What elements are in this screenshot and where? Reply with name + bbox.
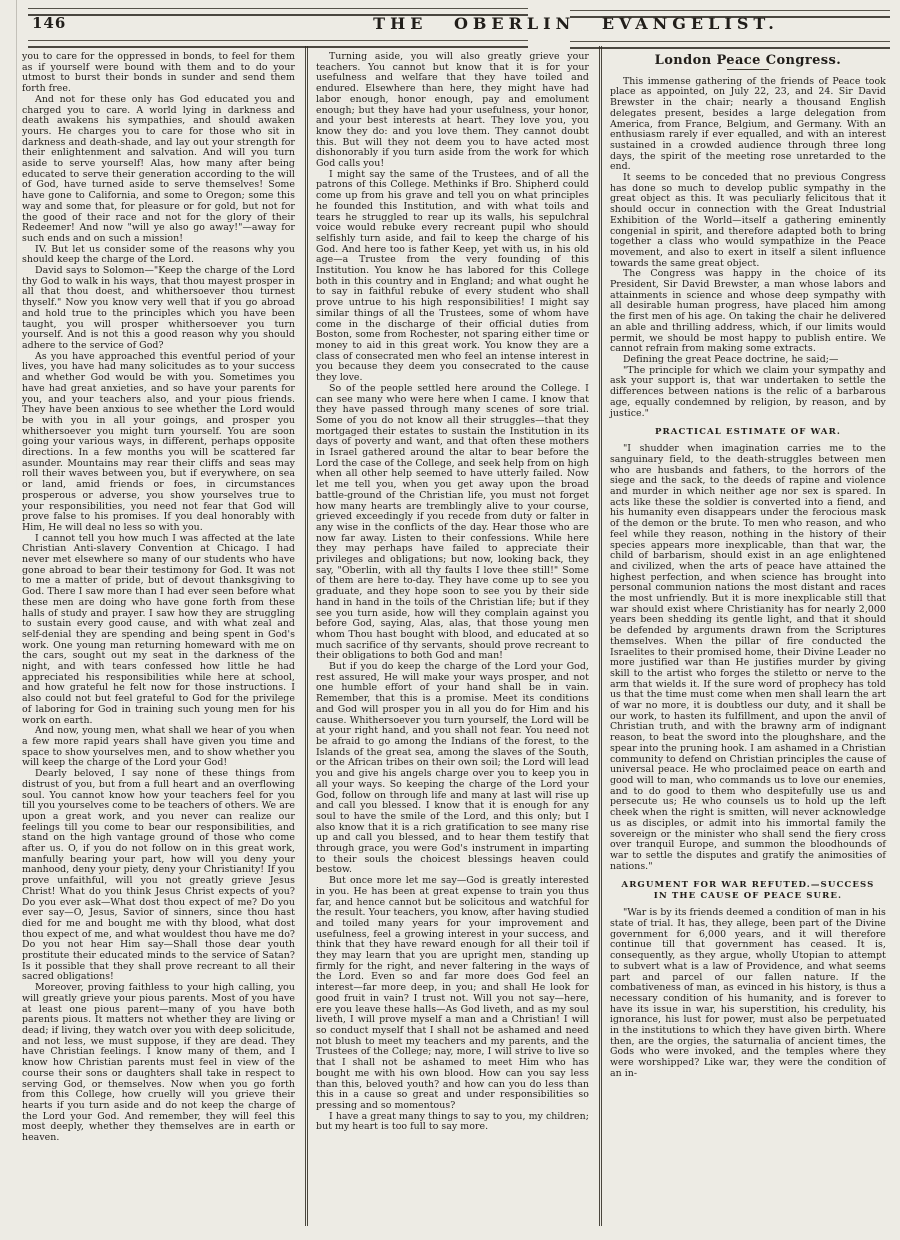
paragraph: It seems to be conceded that no previous Congress has done so much to develop public sympathy in the great object as this. It was peculiarly felicitous that it should occur in connection with the Great Industrial Exhibition of the World—itself a gathering eminently congenial in spirit, and therefore adapted both to bring together a class who would sympathize in the Peace movement, and also to exert in itself a silent influence towards the same great object. <box>609 172 886 269</box>
paragraph: Defining the great Peace doctrine, he said;— <box>622 353 839 365</box>
header-rule <box>28 40 528 48</box>
paragraph: But once more let me say—God is greatly interested in you. He has been at great expense to train you thus far, and hence cannot but be solicitous and watchful for the result. Your teachers, you know, after having studied and toiled many years for your improvement and usefulness, feel a growing interest in your success, and think that they have reward enough for all their toil if they may learn that you are upright men, standing up firmly for the right, and never faltering in the ways of the Lord. Even so and far more does God feel an interest—far more deep, in you; and shall He look for good fruit in vain? I trust not. Will you not say—here, ere you leave these halls—As God liveth, and as my soul liveth, I will prove myself a man and a Christian! I will so conduct myself that I shall not be ashamed and need not blush to meet my teachers and my parents, and the Trustees of the College; nay, more, I will strive to live so that I shall not be ashamed to meet Him who has bought me with his own blood. How can you say less than this, beloved youth? and how can you do less than this in a cause so great and under responsibilities so pressing and so momentous? <box>315 875 589 1111</box>
paragraph: you to care for the oppressed in bonds, to feel for them as if yourself were bound with them and to do your utmost to burst their bonds in sunder and send them forth free. <box>22 51 295 95</box>
paragraph: But if you do keep the charge of the Lord your God, rest assured, He will make your ways prosper, and not one humble effort of your hand shall be in vain. Remember, that this is a promise. Meet its conditions and God will prosper you in all you do for Him and his cause. Whithersoever you turn yourself, the Lord will be at your right hand, and you shall not fear. You need not be afraid to go among the Indians of the forest, to the Islands of the great sea, among the slaves of the South, or the African tribes on their own soil; the Lord will lead you and give his angels charge over you to keep you in all your ways. So keeping the charge of the Lord your God, follow on through life and many at last will rise up and call you blessed. I know that it is enough for any soul to have the smile of the Lord, and this only; but I also know that it is a rich gratification to see many rise up and call you blessed, and to hear them testify that through grace, you were God's instrument in imparting to their souls the choicest blessings heaven could bestow. <box>315 661 589 876</box>
header-rule <box>570 10 890 18</box>
paragraph: Turning aside, you will also greatly grieve your teachers. You cannot but know that it is for your usefulness and welfare that they have toiled and endured. Elsewhere than here, they might have had labor enough, honor enough, pay and emolument enough; but they have had your usefulness, your honor, and your best interests at heart. They love you, you know they do: and you love them. They cannot doubt this. But will they not deem you to have acted most dishonorably if you turn aside from the work for which God calls you! <box>315 51 589 170</box>
paragraph: Moreover, proving faithless to your high calling, you will greatly grieve your pious parents. Most of you have at least one pious parent—many of you have both parents pious. It matters not whether they are living or dead; if living, they watch over you with deep solicitude, and not less, we must suppose, if they are dead. They have Christian feelings. I know many of them, and I know how Christian parents must feel in view of the course their sons or daughters shall take in respect to serving God, or themselves. Now when you go forth from this College, how cruelly will you grieve their hearts if you turn aside and do not keep the charge of the Lord your God. And remember, they will feel this most deeply, whether they themselves are in earth or heaven. <box>22 982 295 1144</box>
paragraph: "War is by its friends deemed a condition of man in his state of trial. It has, they allege, been part of the Divine government for 6,000 years, and it will therefore continue till that government has ceased. It is, consequently, as they argue, wholly Utopian to attempt to subvert what is a law of Providence, and what seems part and parcel of our fallen nature. If the combativeness of man, as evinced in his history, is thus a necessary condition of his humanity, and is forever to have its issue in war, his superstition, his credulity, his ignorance, his lust for power, must also be perpetuated in the institutions to which they have given birth. Where then, are the orgies, the saturnalia of ancient times, the Gods who were invoked, and the temples where they were worshipped? Like war, they were the condition of an in- <box>609 907 886 1079</box>
column-middle <box>308 46 602 1226</box>
paragraph: The Congress was happy in the choice of its President, Sir David Brewster, a man whose labors and attainments in science and whose deep sympathy with all desirable human progress, have placed him among the first men of his age. On taking the chair he delivered an able and thrilling address, which, if our limits would permit, we should be most happy to publish entire. We cannot refrain from making some extracts. <box>609 268 886 355</box>
paragraph: And not for these only has God educated you and charged you to care. A world lying in darkness and death awakens his sympathies, and should awaken yours. He charges you to care for those who sit in darkness and death-shade, and lay out your strength for their enlightenment and salvation. And will you turn aside to serve yourself! Alas, how many after being educated to serve their generation according to the will of God, have turned aside to serve themselves! Some have gone to California, and some to Oregon; some this way and some that, for pleasure or for gold, but not for the good of their race and not for the glory of their Redeemer! And now "will ye also go away!"—away for such ends and on such a mission! <box>22 93 295 244</box>
page-header <box>0 0 900 46</box>
paragraph: IV. But let us consider some of the reasons why you should keep the charge of the Lord. <box>22 243 295 266</box>
column-container <box>0 46 900 1226</box>
masthead-title: THE OBERLIN EVANGELIST. <box>373 13 779 33</box>
paragraph: As you have approached this eventful period of your lives, you have had many solicitudes as to your success and whether God would be with you. Sometimes you have had great anxieties, and so have your parents for you, and your teachers also, and your pious friends. They have been anxious to see whether the Lord would be with you in all your goings, and prosper you whithersoever you might turn yourself. You are soon going your various ways, in different, perhaps opposite directions. In a few months you will be scattered far asunder. Mountains may rear their cliffs and seas may roll their waves between you, but if everywhere, on sea or land, amid friends or foes, in circumstances prosperous or adverse, you show yourselves true to your responsibilities, you need not fear that God will prove false to his promises. If you deal honorably with Him, He will deal no less so with you. <box>22 350 295 533</box>
paragraph: Dearly beloved, I say none of these things from distrust of you, but from a full heart and an overflowing soul. You cannot know how your teachers feel for you till you yourselves come to be teachers of others. We are upon a great work, and you never can realize our feelings till you come to bear our responsibilities, and stand on the high vantage ground of those who come after us. O, if you do not follow on in this great work, manfully bearing your part, how will you deny your manhood, deny your piety, deny your Christianity! If you prove unfaithful, will you not greatly grieve Jesus Christ! What do you think Jesus Christ expects of you? Do you ever ask—What dost thou expect of me? Do you ever say—O, Jesus, Savior of sinners, since thou hast died for me and bought me with thy blood, what dost thou expect of me, and what wouldest thou have me do? Do you not hear Him say—Shall those dear youth prostitute their educated minds to the service of Satan? Is it possible that they shall prove recreant to all their sacred obligations! <box>22 768 295 983</box>
header-rule <box>570 41 890 49</box>
paragraph: I have a great many things to say to you, my children; but my heart is too full to say more. <box>315 1110 589 1133</box>
section-subheading: PRACTICAL ESTIMATE OF WAR. <box>654 427 841 438</box>
heading-divider <box>727 69 769 70</box>
paragraph: So of the people settled here around the College. I can see many who were here when I came. I know that they have passed through many scenes of sore trial. Some of you do not know all their struggles—that they mortgaged their estates to sustain the Institution in its days of poverty and want, and that often these mothers in Israel gathered around the altar to bear before the Lord the case of the College, and seek help from on high when all other help seemed to have utterly failed. Now let me tell you, when you get away upon the broad battle-ground of the Christian life, you must not forget how many hearts are tremblingly alive to your course, grieved exceedingly if you recede from duty or falter in any wise in the conflicts of the day. Hear those who are now far away. Listen to their confessions. While here they may perhaps have failed to appreciate their privileges and obligations; but now, looking back, they say, "Oberlin, with all thy faults I love thee still!" Some of them are here to-day. They have come up to see you graduate, and they hope soon to see you by their side hand in hand in the toils of the Christian life; but if they see you turn aside, how will they complain against you before God, saying, Alas, alas, that those young men whom Thou hast bought with blood, and educated at so much sacrifice of thy servants, should prove recreant to their obligations to both God and man! <box>315 382 589 662</box>
page-number: 146 <box>32 14 67 32</box>
paragraph: This immense gathering of the friends of Peace took place as appointed, on July 22, 23, and 24. Sir David Brewster in the chair; nearly a thousand English delegates present, besides a large delegation from America, from France, Belgium, and Germany. With an enthusiasm rarely if ever equalled, and with an interest sustained in a crowded audience through three long days, the spirit of the meeting rose unretarded to the end. <box>609 75 886 173</box>
paragraph: "I shudder when imagination carries me to the sanguinary field, to the death-struggles between men who are husbands and fathers, to the horrors of the siege and the sack, to the deeds of rapine and violence and murder in which neither age nor sex is spared. In acts like these the soldier is converted into a fiend, and his humanity even disappears under the ferocious mask of the demon or the brute. To men who reason, and who feel while they reason, nothing in the history of their species appears more inexplicable, than that war, the child of barbarism, should exist in an age enlightened and civilized, when the arts of peace have attained the highest perfection, and when science has brought into personal communion nations the most distant and races the most unfriendly. But it is more inexplicable still that war should exist where Christianity has for nearly 2,000 years been shedding its gentle light, and that it should be defended by arguments drawn from the Scriptures themselves. When the pillar of fire conducted the Israelites to their promised home, their Divine Leader no more justified war than He justifies murder by giving skill to the artist who forges the stiletto or nerve to the arm that wields it. If the sure word of prophecy has told us that the time must come when men shall learn the art of war no more, it is doubtless our duty, and it shall be our work, to hasten its fulfillment, and upon the anvil of Christian truth, and with the brawny arm of indignant reason, to beat the sword into the ploughshare, and the spear into the pruning hook. I am ashamed in a Christian community to defend on Christian principles the cause of universal peace. He who proclaimed peace on earth and good will to man, who commands us to love our enemies, and to do good to them who despitefully use us and persecute us; He who counsels us to hold up the left cheek when the right is smitten, will never acknowledge us as disciples, or admit into his immortal family the sovereign or the minister who shall send the fiery cross over tranquil Europe, and summon the bloodhounds of war to settle the disputes and gratify the animosities of nations." <box>609 443 886 872</box>
section-subheading: ARGUMENT FOR WAR REFUTED.—SUCCESS IN THE CAUSE OF PEACE SURE. <box>621 880 875 902</box>
paragraph: David says to Solomon—"Keep the charge of the Lord thy God to walk in his ways, that thou mayest prosper in all that thou doest, and whithersoever thou turnest thyself." Now you know very well that if you go abroad and hold true to the principles which you have been taught, you will prosper whithersoever you turn yourself. And is not this a good reason why you should adhere to the service of God? <box>22 265 295 351</box>
scan-artifact <box>16 0 17 1240</box>
article-title: London Peace Congress. <box>654 53 842 68</box>
column-left <box>14 46 308 1226</box>
header-rule <box>28 8 528 16</box>
paragraph: And now, young men, what shall we hear of you when a few more rapid years shall have given you time and space to show yourselves men, and to show whether you will keep the charge of the Lord your God! <box>22 725 295 769</box>
paragraph: "The principle for which we claim your sympathy and ask your support is, that war undertaken to settle the differences between nations is the relic of a barbarous age, equally condemned by religion, by reason, and by justice." <box>609 364 886 419</box>
paragraph: I might say the same of the Trustees, and of all the patrons of this College. Methinks if Bro. Shipherd could come up from his grave and tell you on what principles he founded this Institution, and with what toils and tears he struggled to rear up its walls, his sepulchral voice would rebuke every recreant pupil who should selfishly turn aside, and fail to keep the charge of his God. And here too is father Keep, yet with us, in his old age—a Trustee from the very founding of this Institution. You know he has labored for this College both in this country and in England; and what ought he to say in faithful rebuke of every student who shall prove untrue to his high responsibilities! I might say similar things of all the Trustees, some of whom have come in the discharge of their official duties from Boston, some from Rochester, not sparing either time or money to aid in this great work. You know they are a class of consecrated men who feel an intense interest in you because they deem you consecrated to the cause they love. <box>315 168 589 384</box>
paragraph: I cannot tell you how much I was affected at the late Christian Anti-slavery Convention at Chicago. I had never met elsewhere so many of our students who have gone abroad to bear their testimony for God. It was not to me a matter of pride, but of devout thanksgiving to God. There I saw more than I had ever seen before what these men are doing who have gone forth from these halls of study and prayer. I saw how they are struggling to sustain every good cause, and with what zeal and self-denial they are spending and being spent in God's work. One young man returning homeward with me on the cars, sought out my seat in the darkness of the night, and with tears confessed how little he had appreciated his responsibilities while here at school, and how grateful he felt now for those instructions. I also could not but feel grateful to God for the privilege of laboring for God in training such young men for his work on earth. <box>22 532 295 726</box>
column-right <box>602 46 896 1226</box>
